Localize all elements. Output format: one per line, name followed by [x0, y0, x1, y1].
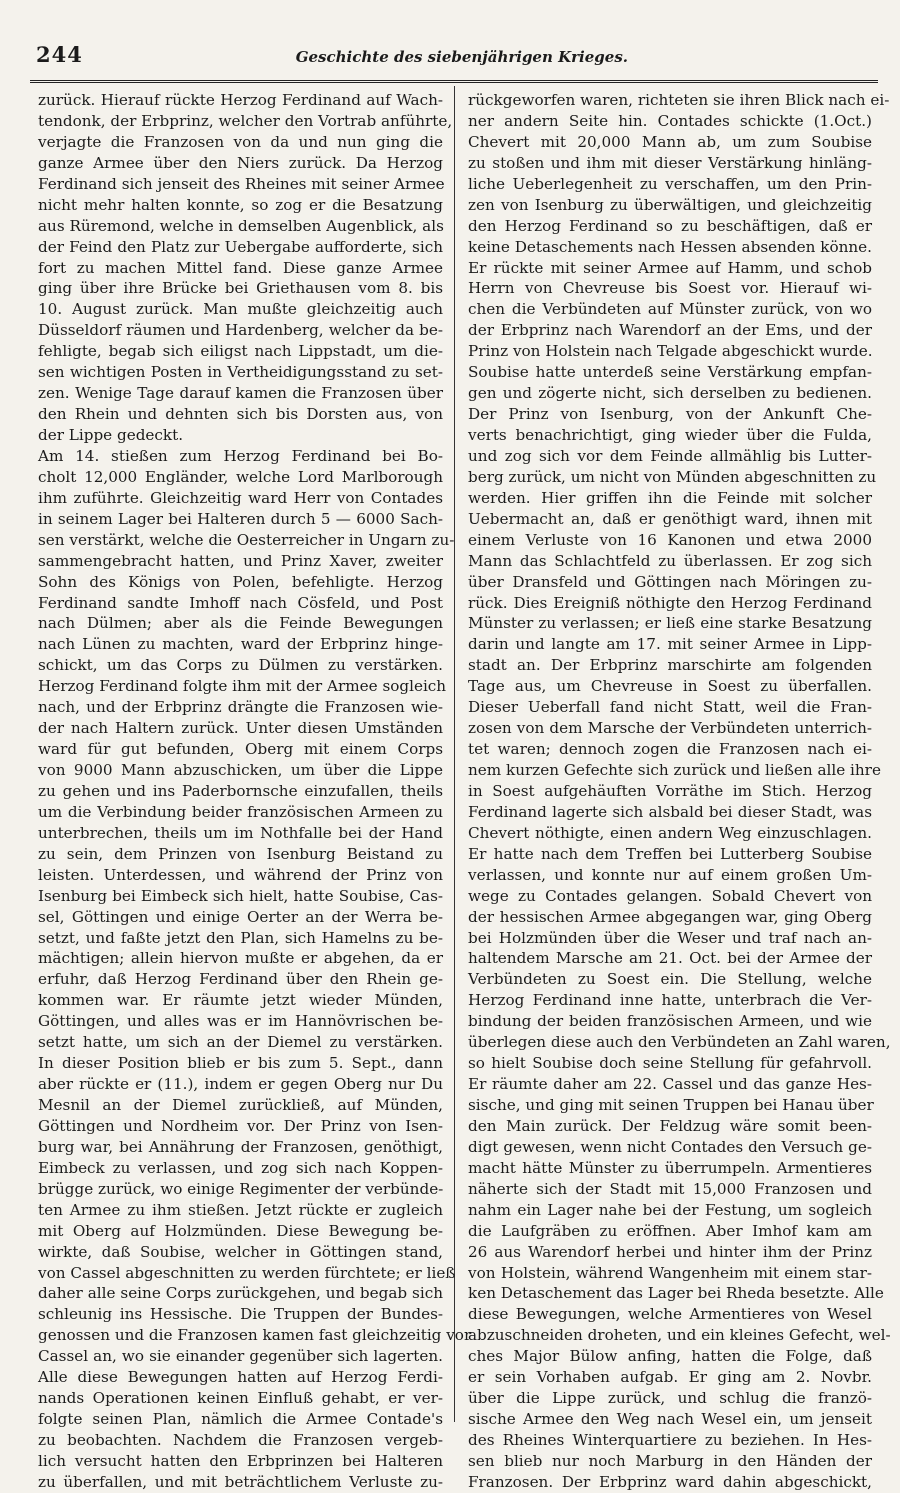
- text-line: haltendem Marsche am 21. Oct. bei der Armee der: [468, 949, 872, 968]
- text-line: Uebermacht an, daß er genöthigt ward, ihnen mit: [468, 509, 872, 528]
- text-line: ken Detaschement das Lager bei Rheda besetzte. Alle: [468, 1284, 884, 1303]
- text-line: mit Oberg auf Holzmünden. Diese Bewegung be-: [38, 1221, 443, 1240]
- text-line: der Feind den Platz zur Uebergabe aufforderte, sich: [38, 237, 443, 256]
- text-line: Sohn des Königs von Polen, befehligte. Herzog: [38, 572, 443, 591]
- page-number: 244: [36, 42, 83, 67]
- text-line: zu beobachten. Nachdem die Franzosen vergeb-: [38, 1431, 443, 1449]
- text-line: aus Rüremond, welche in demselben Augenblick, als: [38, 216, 444, 235]
- text-line: zen von Isenburg zu überwältigen, und gleichzeitig: [468, 195, 872, 214]
- text-line: kommen war. Er räumte jetzt wieder Münden,: [38, 991, 443, 1010]
- text-line: Er räumte daher am 22. Cassel und das ganze Hes-: [468, 1075, 872, 1094]
- text-line: brügge zurück, wo einige Regimenter der verbünde-: [38, 1179, 444, 1198]
- text-line: zu sein, dem Prinzen von Isenburg Beistand zu: [38, 844, 443, 863]
- text-line: Dieser Ueberfall fand nicht Statt, weil die Fran-: [468, 698, 872, 717]
- page-header: [30, 40, 878, 83]
- text-line: ches Major Bülow anfing, hatten die Folge, daß: [468, 1347, 872, 1366]
- text-line: Soubise hatte unterdeß seine Verstärkung empfan-: [468, 363, 872, 382]
- text-line: wirkte, daß Soubise, welcher in Göttingen stand,: [38, 1242, 443, 1261]
- text-line: 10. August zurück. Man mußte gleichzeitig auch: [38, 300, 443, 319]
- text-line: zosen von dem Marsche der Verbündeten unterrich-: [468, 719, 872, 738]
- text-line: und zog sich vor dem Feinde allmählig bis Lutter-: [468, 446, 872, 465]
- text-line: folgte seinen Plan, nämlich die Armee Contade's: [38, 1410, 443, 1429]
- right-text-column: [468, 90, 891, 1491]
- text-line: cholt 12,000 Engländer, welche Lord Marlborough: [38, 467, 443, 486]
- text-line: von 9000 Mann abzuschicken, um über die Lippe: [38, 761, 443, 779]
- text-line: daher alle seine Corps zurückgehen, und begab sich: [38, 1284, 443, 1303]
- text-line: Herrn von Chevreuse bis Soest vor. Hierauf wi-: [468, 279, 872, 298]
- column-divider: [454, 86, 455, 1422]
- text-line: nicht mehr halten konnte, so zog er die Besatzung: [38, 195, 443, 214]
- text-line: digt gewesen, wenn nicht Contades den Versuch ge-: [468, 1137, 872, 1156]
- text-line: ging über ihre Brücke bei Griethausen vom 8. bis: [38, 279, 443, 298]
- text-line: einem Verluste von 16 Kanonen und etwa 2000: [468, 530, 872, 549]
- text-line: rück. Dies Ereigniß nöthigte den Herzog Ferdinand: [468, 593, 872, 612]
- text-line: Eimbeck zu verlassen, und zog sich nach Koppen-: [38, 1158, 443, 1177]
- text-line: um die Verbindung beider französischen Armeen zu: [38, 802, 443, 821]
- text-line: Herzog Ferdinand inne hatte, unterbrach die Ver-: [468, 991, 872, 1010]
- text-line: tet waren; dennoch zogen die Franzosen nach ei-: [468, 740, 872, 759]
- text-line: berg zurück, um nicht von Münden abgeschnitten zu: [468, 467, 877, 486]
- text-line: darin und langte am 17. mit seiner Armee in Lipp-: [468, 635, 872, 654]
- text-line: Mann das Schlachtfeld zu überlassen. Er zog sich: [468, 551, 872, 570]
- text-line: burg war, bei Annährung der Franzosen, genöthigt,: [38, 1137, 443, 1156]
- text-line: ten Armee zu ihm stießen. Jetzt rückte er zugleich: [38, 1200, 443, 1219]
- text-line: der hessischen Armee abgegangen war, ging Oberg: [468, 907, 872, 926]
- text-line: nands Operationen keinen Einfluß gehabt, er ver-: [38, 1389, 443, 1408]
- text-line: fehligte, begab sich eiligst nach Lippstadt, um die-: [38, 342, 443, 361]
- text-line: Alle diese Bewegungen hatten auf Herzog Ferdi-: [38, 1368, 443, 1387]
- text-line: zurück. Hierauf rückte Herzog Ferdinand auf Wach-: [38, 91, 443, 109]
- text-line: Der Prinz von Isenburg, von der Ankunft Che-: [468, 405, 872, 424]
- text-line: mächtigen; allein hiervon mußte er abgehen, da er: [38, 949, 443, 968]
- text-line: Mesnil an der Diemel zurückließ, auf Münden,: [38, 1096, 443, 1114]
- text-line: überlegen diese auch den Verbündeten an Zahl waren,: [468, 1033, 891, 1052]
- text-line: verts benachrichtigt, ging wieder über die Fulda,: [468, 426, 872, 444]
- text-line: näherte sich der Stadt mit 15,000 Franzosen und: [468, 1179, 872, 1198]
- text-line: leisten. Unterdessen, und während der Prinz von: [38, 865, 443, 884]
- text-line: die Laufgräben zu eröffnen. Aber Imhof kam am: [468, 1221, 872, 1240]
- text-line: Herzog Ferdinand folgte ihm mit der Armee sogleich: [38, 677, 447, 696]
- text-line: wege zu Contades gelangen. Sobald Chevert von: [468, 886, 872, 905]
- text-line: in seinem Lager bei Halteren durch 5 — 6000 Sach-: [38, 509, 443, 528]
- text-line: den Rhein und dehnten sich bis Dorsten aus, von: [38, 405, 443, 424]
- text-line: Göttingen und Nordheim vor. Der Prinz von Isen-: [38, 1116, 443, 1135]
- text-line: Er rückte mit seiner Armee auf Hamm, und schob: [468, 258, 872, 277]
- text-line: Ferdinand lagerte sich alsbald bei dieser Stadt, was: [468, 802, 872, 821]
- text-line: lich versucht hatten den Erbprinzen bei Halteren: [38, 1451, 443, 1470]
- text-line: sen verstärkt, welche die Oesterreicher in Ungarn zu-: [38, 530, 455, 549]
- text-line: Göttingen, und alles was er im Hannövrischen be-: [38, 1012, 443, 1031]
- text-line: über Dransfeld und Göttingen nach Möringen zu-: [468, 572, 872, 591]
- text-line: nach Lünen zu machten, ward der Erbprinz hinge-: [38, 635, 443, 654]
- text-line: nach, und der Erbprinz drängte die Franzosen wie-: [38, 698, 443, 717]
- text-line: setzt, und faßte jetzt den Plan, sich Hamelns zu be-: [38, 928, 443, 947]
- text-line: verjagte die Franzosen von da und nun ging die: [38, 132, 443, 151]
- text-line: ihm zuführte. Gleichzeitig ward Herr von Contades: [38, 488, 443, 507]
- book-page: [30, 40, 891, 1491]
- left-text-column: [38, 90, 472, 1491]
- text-line: zu gehen und ins Paderbornsche einzufallen, theils: [38, 781, 443, 800]
- text-line: Ferdinand sich jenseit des Rheines mit seiner Armee: [38, 174, 445, 193]
- text-line: schleunig ins Hessische. Die Truppen der Bundes-: [38, 1305, 443, 1324]
- text-line: aber rückte er (11.), indem er gegen Oberg nur Du: [38, 1075, 443, 1094]
- text-line: zen. Wenige Tage darauf kamen die Franzosen über: [38, 384, 443, 403]
- text-line: Düsseldorf räumen und Hardenberg, welcher da be-: [38, 321, 443, 340]
- text-line: sen blieb nur noch Marburg in den Händen der: [468, 1451, 872, 1470]
- text-line: sische Armee den Weg nach Wesel ein, um jenseit: [468, 1410, 872, 1429]
- text-line: schickt, um das Corps zu Dülmen zu verstärken.: [38, 656, 443, 675]
- text-line: sen wichtigen Posten in Vertheidigungsstand zu set-: [38, 363, 443, 382]
- text-line: rückgeworfen waren, richteten sie ihren Blick nach ei-: [468, 91, 890, 109]
- text-line: sammengebracht hatten, und Prinz Xaver, zweiter: [38, 551, 443, 570]
- text-line: der Erbprinz nach Warendorf an der Ems, und der: [468, 321, 872, 340]
- text-line: diese Bewegungen, welche Armentieres von Wesel: [468, 1305, 872, 1324]
- text-line: er sein Vorhaben aufgab. Er ging am 2. Novbr.: [468, 1368, 872, 1387]
- text-line: bei Holzmünden über die Weser und traf nach an-: [468, 928, 872, 947]
- running-title: Geschichte des siebenjährigen Krieges.: [295, 48, 628, 66]
- text-line: ward für gut befunden, Oberg mit einem Corps: [38, 740, 443, 759]
- text-line: Verbündeten zu Soest ein. Die Stellung, welche: [468, 970, 872, 989]
- text-line: der nach Haltern zurück. Unter diesen Umständen: [38, 719, 443, 738]
- text-line: nem kurzen Gefechte sich zurück und ließen alle ihre: [468, 761, 881, 779]
- text-line: tendonk, der Erbprinz, welcher den Vortrab anführte,: [38, 111, 453, 130]
- text-line: bindung der beiden französischen Armeen, und wie: [468, 1012, 872, 1031]
- text-line: den Herzog Ferdinand so zu beschäftigen, daß er: [468, 216, 872, 235]
- text-line: des Rheines Winterquartiere zu beziehen. In Hes-: [468, 1431, 872, 1449]
- text-line: Er hatte nach dem Treffen bei Lutterberg Soubise: [468, 844, 872, 863]
- text-line: verlassen, und konnte nur auf einem großen Um-: [468, 865, 872, 884]
- text-line: fort zu machen Mittel fand. Diese ganze Armee: [38, 258, 443, 277]
- text-line: in Soest aufgehäuften Vorräthe im Stich. Herzog: [468, 781, 872, 800]
- text-line: so hielt Soubise doch seine Stellung für gefahrvoll.: [468, 1054, 872, 1073]
- text-line: erfuhr, daß Herzog Ferdinand über den Rhein ge-: [38, 970, 443, 989]
- text-line: von Holstein, während Wangenheim mit einem star-: [468, 1263, 872, 1282]
- text-line: von Cassel abgeschnitten zu werden fürchtete; er ließ: [38, 1263, 456, 1282]
- text-line: liche Ueberlegenheit zu verschaffen, um den Prin-: [468, 174, 872, 193]
- text-line: genossen und die Franzosen kamen fast gleichzeitig vor: [38, 1326, 472, 1345]
- text-line: Ferdinand sandte Imhoff nach Cösfeld, und Post: [38, 593, 443, 612]
- text-line: zu stoßen und ihm mit dieser Verstärkung hinläng-: [468, 153, 872, 172]
- text-line: setzt hatte, um sich an der Diemel zu verstärken.: [38, 1033, 443, 1052]
- text-line: stadt an. Der Erbprinz marschirte am folgenden: [468, 656, 872, 675]
- text-line: Prinz von Holstein nach Telgade abgeschickt wurde.: [468, 342, 873, 361]
- text-line: sel, Göttingen und einige Oerter an der Werra be-: [38, 907, 443, 926]
- text-line: ganze Armee über den Niers zurück. Da Herzog: [38, 153, 443, 172]
- text-line: Isenburg bei Eimbeck sich hielt, hatte Soubise, Cas-: [38, 886, 443, 905]
- text-line: gen und zögerte nicht, sich derselben zu bedienen.: [468, 384, 872, 403]
- text-line: ner andern Seite hin. Contades schickte (1.Oct.): [468, 111, 872, 130]
- text-line: Cassel an, wo sie einander gegenüber sich lagerten.: [38, 1347, 443, 1366]
- text-line: der Lippe gedeckt.: [38, 426, 184, 444]
- text-line: abzuschneiden droheten, und ein kleines Gefecht, wel-: [468, 1326, 891, 1345]
- text-line: In dieser Position blieb er bis zum 5. Sept., dann: [38, 1054, 443, 1073]
- text-line: macht hätte Münster zu überrumpeln. Armentieres: [468, 1158, 872, 1177]
- text-line: 26 aus Warendorf herbei und hinter ihm der Prinz: [468, 1242, 872, 1261]
- text-line: den Main zurück. Der Feldzug wäre somit been-: [468, 1116, 872, 1135]
- text-line: Chevert nöthigte, einen andern Weg einzuschlagen.: [468, 823, 872, 842]
- text-line: nach Dülmen; aber als die Feinde Bewegungen: [38, 614, 443, 633]
- text-line: Am 14. stießen zum Herzog Ferdinand bei Bo-: [38, 446, 443, 465]
- text-line: zu überfallen, und mit beträchtlichem Verluste zu-: [38, 1472, 443, 1491]
- text-line: chen die Verbündeten auf Münster zurück, von wo: [468, 300, 872, 319]
- text-line: Münster zu verlassen; er ließ eine starke Besatzung: [468, 614, 872, 633]
- text-line: unterbrechen, theils um im Nothfalle bei der Hand: [38, 823, 443, 842]
- text-line: keine Detaschements nach Hessen absenden könne.: [468, 237, 872, 256]
- text-line: über die Lippe zurück, und schlug die franzö-: [468, 1389, 872, 1408]
- text-line: Chevert mit 20,000 Mann ab, um zum Soubise: [468, 132, 872, 151]
- text-line: Tage aus, um Chevreuse in Soest zu überfallen.: [468, 677, 872, 696]
- text-line: Franzosen. Der Erbprinz ward dahin abgeschickt,: [468, 1472, 872, 1491]
- text-line: werden. Hier griffen ihn die Feinde mit solcher: [468, 488, 872, 507]
- text-line: sische, und ging mit seinen Truppen bei Hanau über: [468, 1096, 874, 1114]
- text-line: nahm ein Lager nahe bei der Festung, um sogleich: [468, 1200, 872, 1219]
